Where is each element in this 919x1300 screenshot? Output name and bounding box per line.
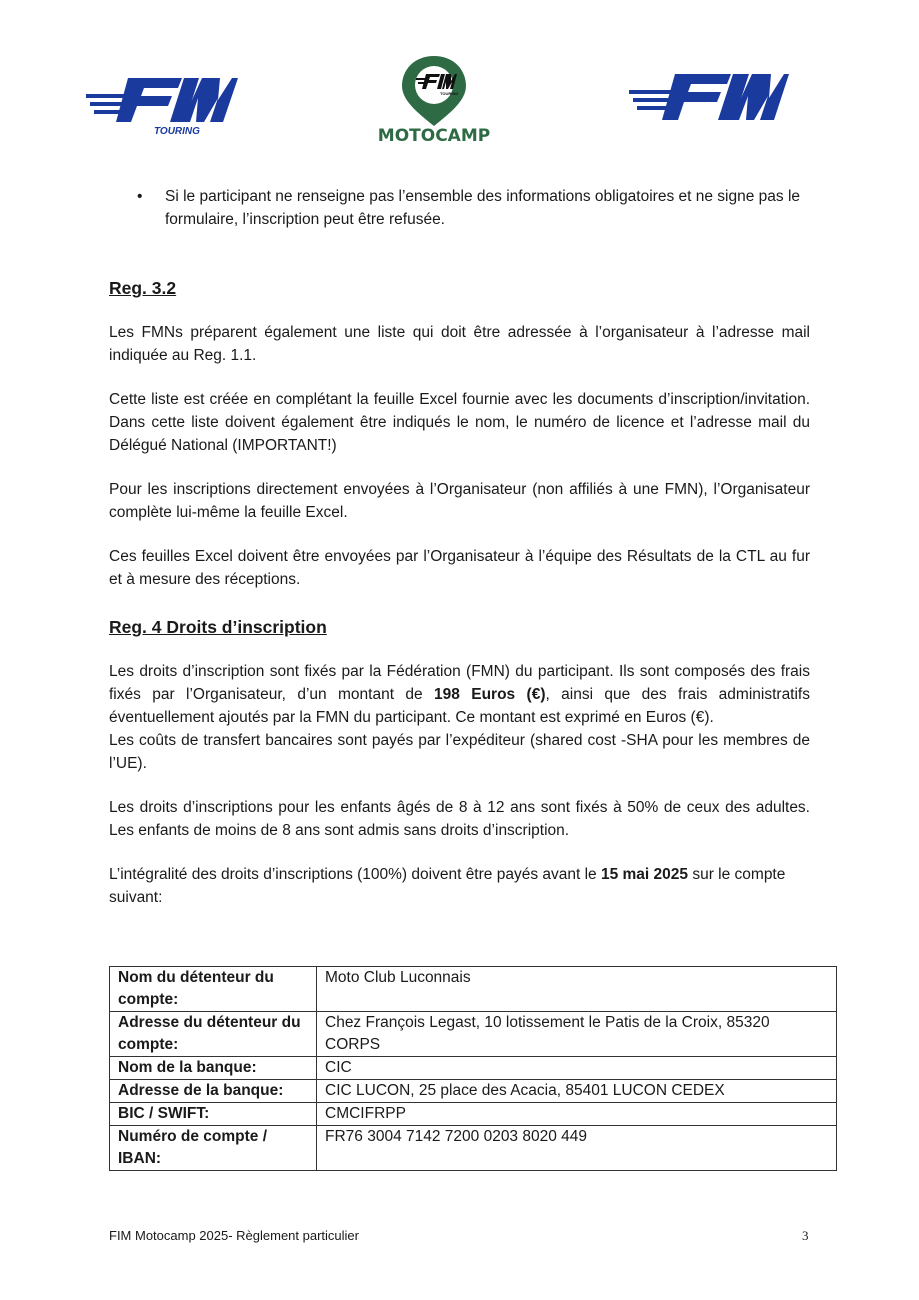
table-key-cell: Nom de la banque: xyxy=(110,1057,317,1080)
logo-center-subtext: MOTOCAMP xyxy=(378,126,490,146)
svg-text:TOURING: TOURING xyxy=(440,91,459,96)
fim-logo-right xyxy=(629,72,789,126)
table-key-cell: Adresse du détenteur du compte: xyxy=(110,1012,317,1057)
table-value-cell: CIC LUCON, 25 place des Acacia, 85401 LUCON CEDEX xyxy=(317,1080,837,1103)
table-value-cell: CMCIFRPP xyxy=(317,1103,837,1126)
paragraph: Les coûts de transfert bancaires sont payés par l’expéditeur (shared cost -SHA pour les membres de l’UE). xyxy=(109,732,810,772)
bullet-dot: • xyxy=(137,188,143,205)
paragraph: Cette liste est créée en complétant la feuille Excel fournie avec les documents d’inscription/invitation. Dans cette liste doivent également être indiqués le nom, le numéro de licence et l’adresse mail du Délégué National (IMPORTANT!) xyxy=(109,391,810,454)
table-row xyxy=(110,1012,837,1057)
text-span: Les droits d’inscription sont fixés par la Fédération (FMN) du participant. Ils sont composés des frais fixés par l’Organisateur, d’un montant de xyxy=(109,663,810,703)
bank-details-table xyxy=(109,966,837,1171)
bullet-text: Si le participant ne renseigne pas l’ensemble des informations obligatoires et ne signe pas le formulaire, l’inscription peut être refusée. xyxy=(165,188,801,228)
logo-left-subtext: TOURING xyxy=(154,126,200,137)
table-value-cell: FR76 3004 7142 7200 0203 8020 449 xyxy=(317,1126,837,1171)
table-key-cell: Nom du détenteur du compte: xyxy=(110,967,317,1012)
table-value-cell: Chez François Legast, 10 lotissement le Patis de la Croix, 85320 CORPS xyxy=(317,1012,837,1057)
table-row xyxy=(110,1080,837,1103)
paragraph: Les droits d’inscriptions pour les enfants âgés de 8 à 12 ans sont fixés à 50% de ceux des adultes. Les enfants de moins de 8 ans sont admis sans droits d’inscription. xyxy=(109,799,810,839)
footer-document-title: FIM Motocamp 2025- Règlement particulier xyxy=(109,1228,359,1243)
table-row xyxy=(110,967,837,1012)
fim-touring-logo xyxy=(86,72,238,140)
fim-motocamp-logo xyxy=(378,54,490,146)
table-row xyxy=(110,1103,837,1126)
section-heading-reg-4: Reg. 4 Droits d’inscription xyxy=(109,617,327,637)
paragraph: Les FMNs préparent également une liste qui doit être adressée à l’organisateur à l’adresse mail indiquée au Reg. 1.1. xyxy=(109,324,810,364)
paragraph-fees xyxy=(109,660,810,729)
text-span: , ainsi que des frais administratifs éventuellement ajoutés par la FMN du participant. Ce montant est exprimé en Euros (€). xyxy=(109,686,810,726)
section-heading-reg-3-2: Reg. 3.2 xyxy=(109,278,177,298)
text-span: L’intégralité des droits d’inscriptions (100%) doivent être payés avant le xyxy=(109,866,601,883)
document-body xyxy=(109,185,810,909)
deadline-date: 15 mai 2025 xyxy=(600,866,689,883)
paragraph-deadline xyxy=(109,863,810,909)
table-key-cell: Adresse de la banque: xyxy=(110,1080,317,1103)
table-value-cell: Moto Club Luconnais xyxy=(317,967,837,1012)
bullet-item xyxy=(137,185,810,231)
table-row xyxy=(110,1057,837,1080)
paragraph: Ces feuilles Excel doivent être envoyées par l’Organisateur à l’équipe des Résultats de la CTL au fur et à mesure des réceptions. xyxy=(109,548,810,588)
table-key-cell: BIC / SWIFT: xyxy=(110,1103,317,1126)
paragraph: Pour les inscriptions directement envoyées à l’Organisateur (non affiliés à une FMN), l’Organisateur complète lui-même la feuille Excel. xyxy=(109,481,810,521)
table-key-cell: Numéro de compte / IBAN: xyxy=(110,1126,317,1171)
table-row xyxy=(110,1126,837,1171)
fee-amount: 198 Euros (€) xyxy=(434,686,546,703)
text-span: sur le compte suivant: xyxy=(109,866,786,906)
table-value-cell: CIC xyxy=(317,1057,837,1080)
page-number: 3 xyxy=(802,1228,809,1243)
